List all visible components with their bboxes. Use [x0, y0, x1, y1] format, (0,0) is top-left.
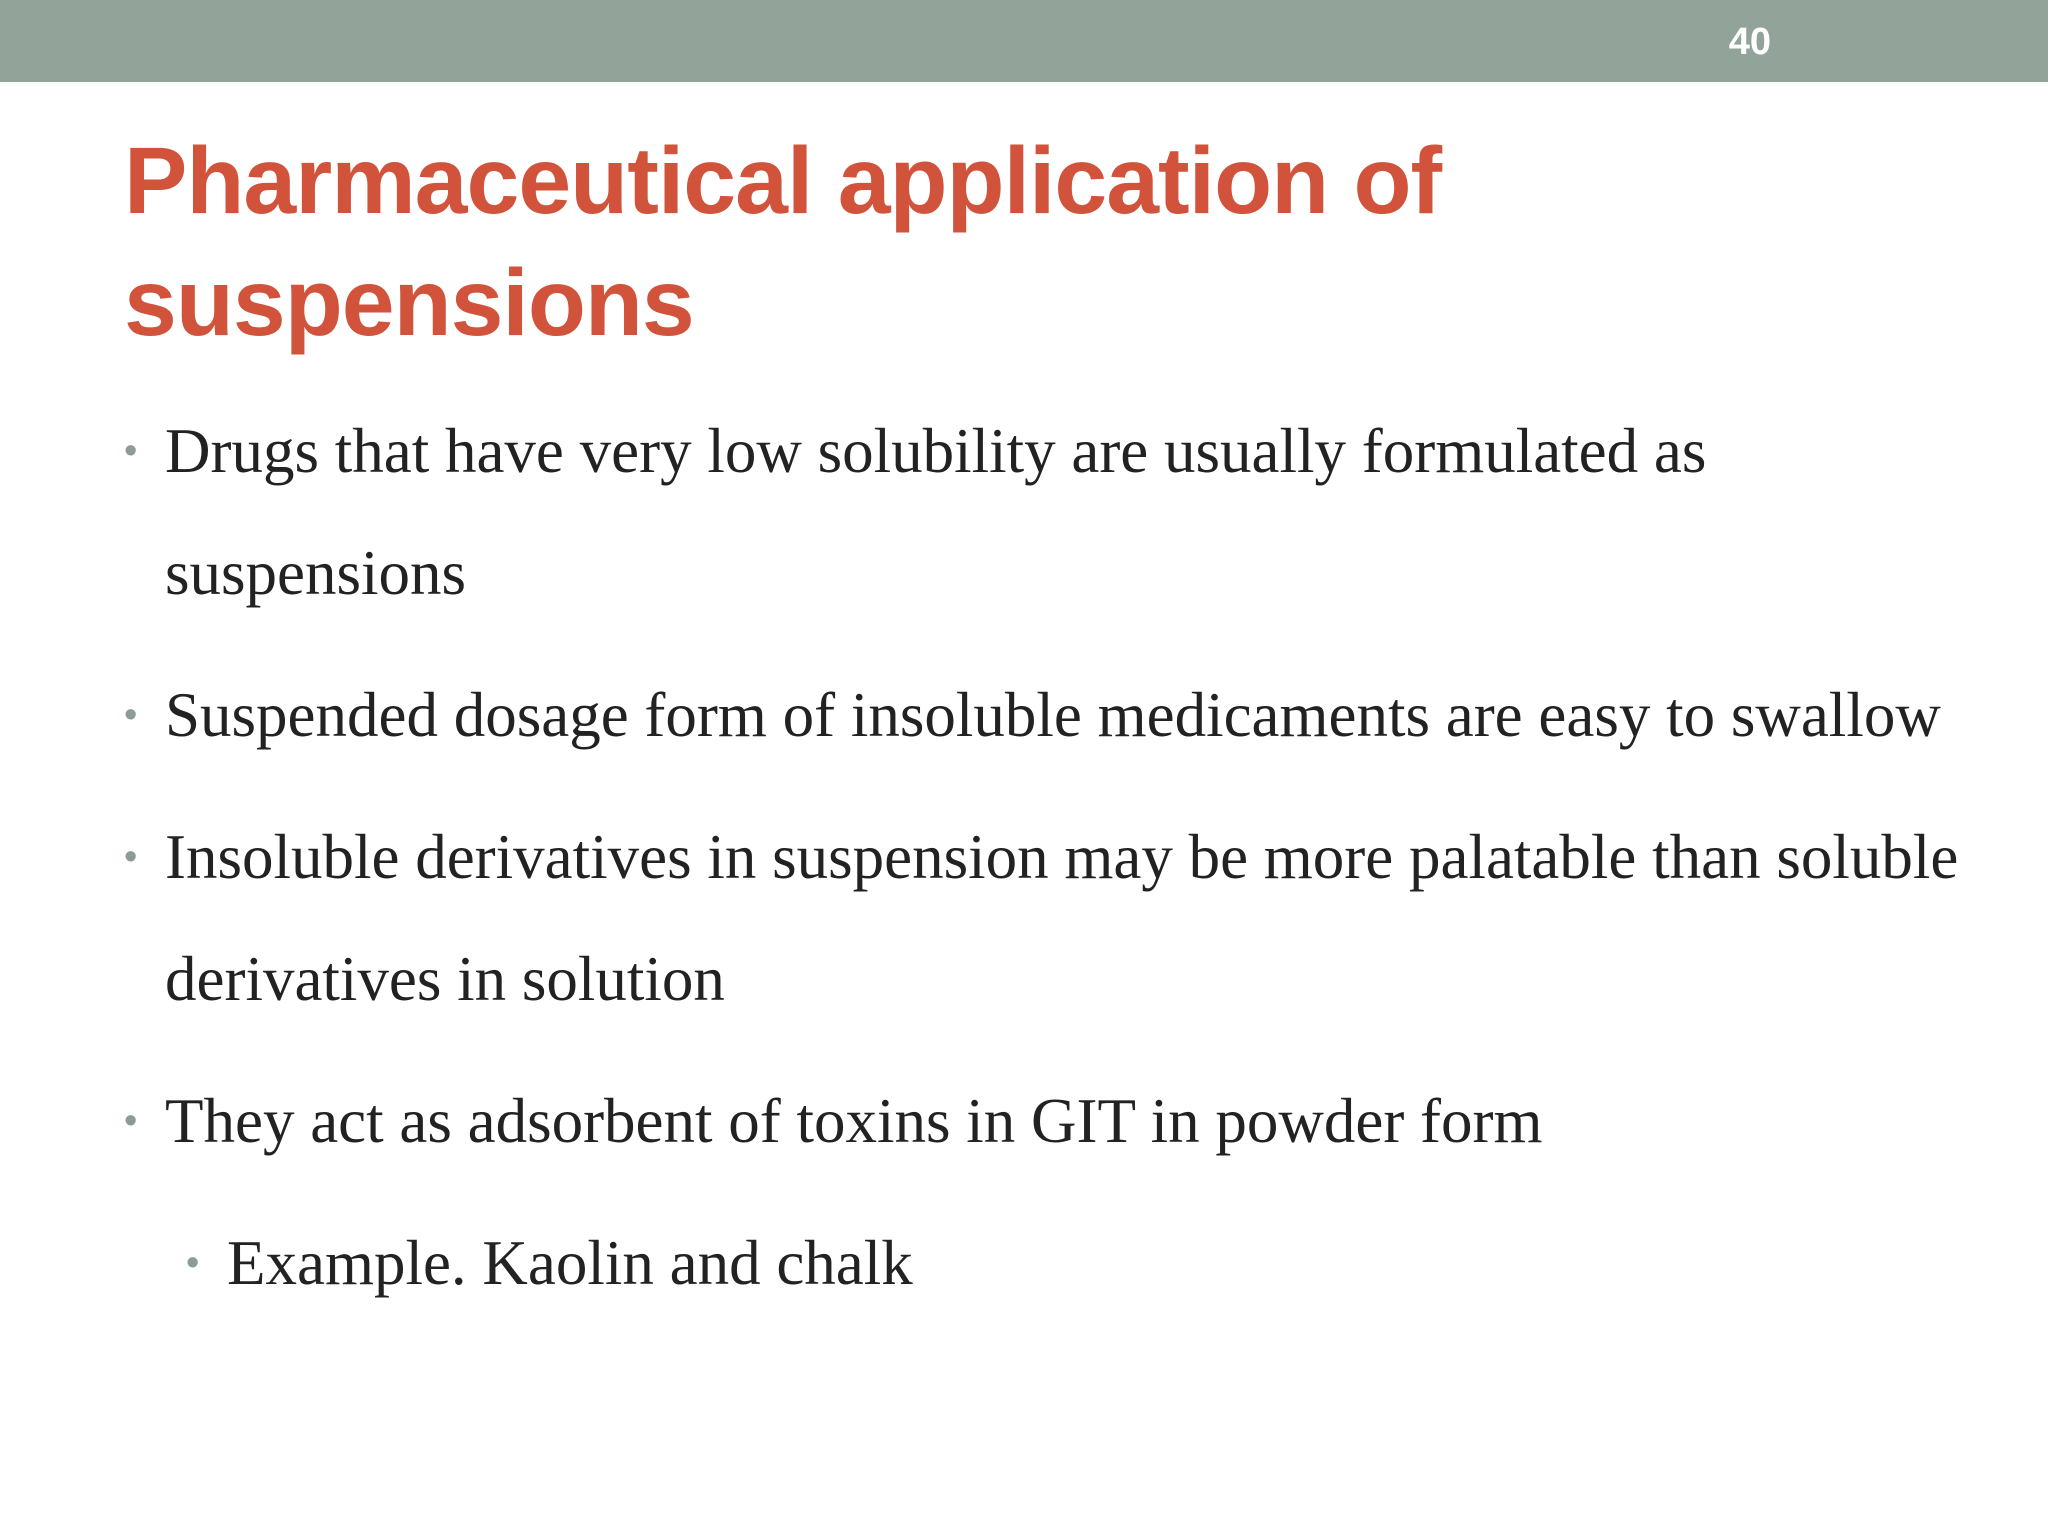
sub-bullet-text: Example. Kaolin and chalk: [227, 1228, 913, 1298]
bullet-list: [124, 390, 1984, 1324]
bullet-item: [124, 390, 1984, 634]
slide-title: Pharmaceutical application of suspensions: [124, 128, 1442, 356]
slide-header-bar: [0, 0, 2048, 82]
bullet-dot-icon: •: [186, 1242, 200, 1284]
bullet-text: They act as adsorbent of toxins in GIT in powder form: [165, 1086, 1543, 1156]
bullet-text: Insoluble derivatives in suspension may be more palatable than soluble derivatives in solution: [165, 822, 1959, 1014]
bullet-item: [124, 1060, 1984, 1182]
slide-number: 40: [1728, 21, 1771, 63]
bullet-text: Drugs that have very low solubility are usually formulated as suspensions: [165, 416, 1707, 608]
sub-bullet-item: [124, 1202, 1984, 1324]
bullet-dot-icon: •: [124, 1100, 138, 1142]
bullet-item: [124, 654, 1984, 776]
bullet-dot-icon: •: [124, 836, 138, 878]
bullet-dot-icon: •: [124, 430, 138, 472]
bullet-item: [124, 796, 1984, 1040]
bullet-text: Suspended dosage form of insoluble medicaments are easy to swallow: [165, 680, 1941, 750]
bullet-dot-icon: •: [124, 694, 138, 736]
